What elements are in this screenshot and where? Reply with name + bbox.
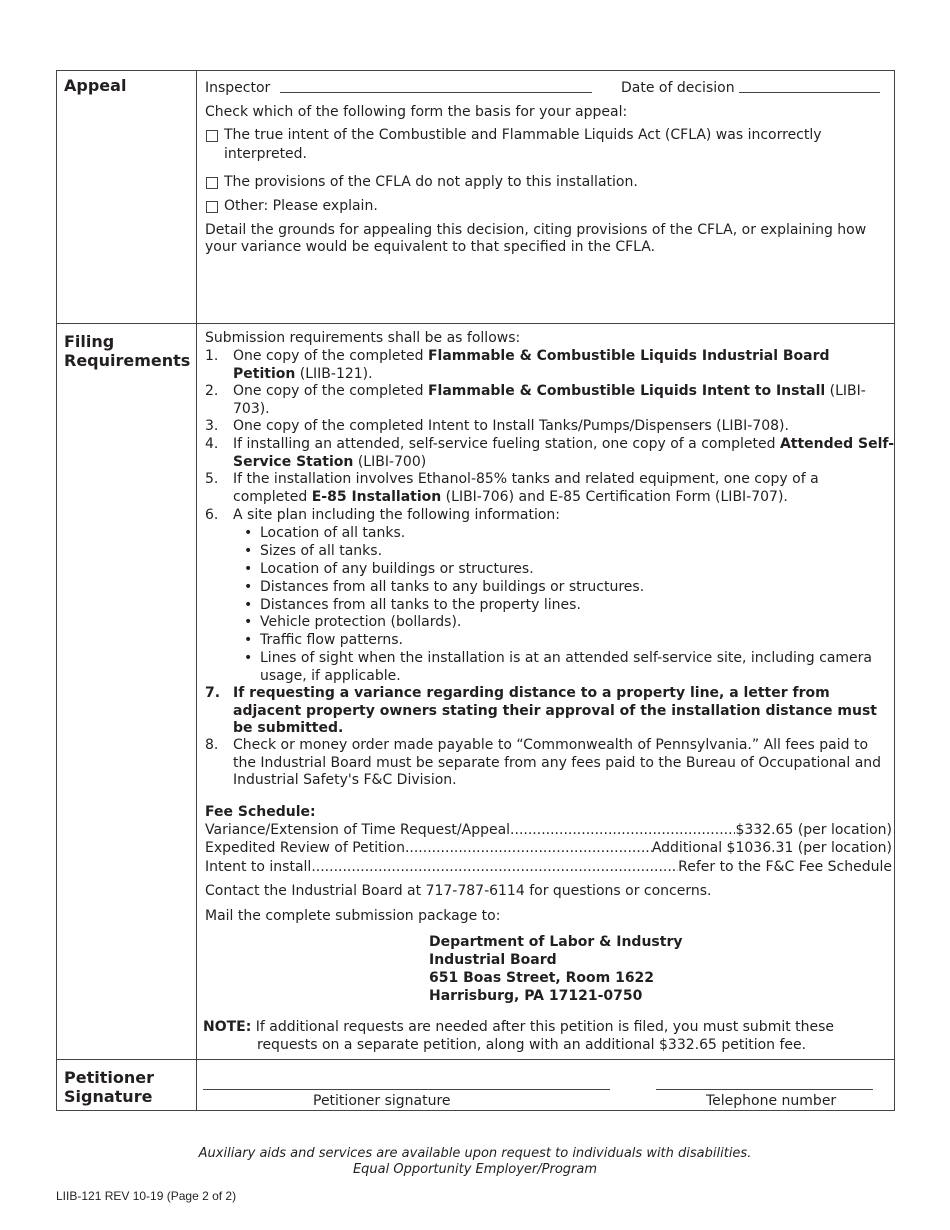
inspector-label: Inspector [205, 80, 271, 96]
mail-prompt: Mail the complete submission package to: [205, 908, 501, 924]
requirement-item-4: 4. If installing an attended, self-service fueling station, one copy of a completed Attended Self-Service Station (LIBI-700) [205, 436, 895, 470]
note: NOTE: If additional requests are needed after this petition is filed, you must submit these [203, 1019, 835, 1035]
inspector-field[interactable] [280, 92, 592, 93]
telephone-number-field[interactable] [656, 1089, 873, 1090]
signature-section-label: Petitioner [64, 1068, 154, 1087]
petitioner-signature-caption: Petitioner signature [313, 1093, 451, 1109]
row-divider [57, 323, 894, 324]
mailing-address-line: 651 Boas Street, Room 1622 [429, 970, 655, 986]
requirement-item-5: 5. If the installation involves Ethanol-85% tanks and related equipment, one copy of a completed E-85 Installation (LIBI-706) and E-85 Certification Form (LIBI-707). [205, 471, 819, 505]
cfla-misinterpreted-checkbox[interactable] [206, 130, 218, 142]
mailing-address-line: Harrisburg, PA 17121-0750 [429, 988, 643, 1004]
appeal-section-label: Appeal [64, 76, 127, 95]
fee-row: Variance/Extension of Time Request/Appeal ..... $332.65 (per location) [205, 821, 892, 839]
site-plan-bullet: • Lines of sight when the installation is at an attended self-service site, including camera usage, if applicable. [244, 650, 872, 684]
signature-section-label-2: Signature [64, 1087, 153, 1106]
mailing-address-line: Department of Labor & Industry [429, 934, 683, 950]
filing-section-label-2: Requirements [64, 351, 191, 370]
petitioner-signature-field[interactable] [203, 1089, 610, 1090]
filing-section-label: Filing [64, 332, 115, 351]
appeal-detail-instructions-cont: your variance would be equivalent to that specified in the CFLA. [205, 239, 656, 255]
contact-info: Contact the Industrial Board at 717-787-6114 for questions or concerns. [205, 883, 712, 899]
submission-intro: Submission requirements shall be as follows: [205, 330, 521, 346]
petition-form-table [56, 70, 895, 1111]
dot-leader [510, 821, 735, 839]
requirement-item-2: 2. One copy of the completed Flammable & Combustible Liquids Intent to Install (LIBI-703). [205, 383, 866, 417]
fee-row: Intent to install ..... Refer to the F&C Fee Schedule [205, 858, 892, 876]
appeal-basis-prompt: Check which of the following form the basis for your appeal: [205, 104, 628, 120]
site-plan-bullet: • Location of any buildings or structures. [244, 561, 534, 577]
column-divider [196, 71, 197, 1110]
option-cfla-misinterpreted: The true intent of the Combustible and Flammable Liquids Act (CFLA) was incorrectly [224, 127, 822, 143]
date-of-decision-label: Date of decision [621, 80, 735, 96]
note-label: NOTE: [203, 1019, 252, 1035]
row-divider [57, 1059, 894, 1060]
accessibility-notice: Auxiliary aids and services are available upon request to individuals with disabilities. [198, 1146, 752, 1161]
site-plan-bullet: • Traffic flow patterns. [244, 632, 403, 648]
site-plan-bullet: • Location of all tanks. [244, 525, 406, 541]
option-other: Other: Please explain. [224, 198, 378, 214]
appeal-explanation-area[interactable] [205, 261, 885, 317]
requirement-item-7: 7. If requesting a variance regarding distance to a property line, a letter from adjacent property owners stating their approval of the installation distance must be submitted. [205, 685, 877, 737]
site-plan-bullet: • Sizes of all tanks. [244, 543, 383, 559]
form-id: LIIB-121 REV 10-19 (Page 2 of 2) [56, 1189, 237, 1203]
telephone-number-caption: Telephone number [706, 1093, 837, 1109]
equal-opportunity-notice: Equal Opportunity Employer/Program [352, 1162, 598, 1177]
mailing-address-line: Industrial Board [429, 952, 557, 968]
site-plan-bullet: • Distances from all tanks to any buildings or structures. [244, 579, 645, 595]
requirement-item-1: 1. One copy of the completed Flammable & Combustible Liquids Industrial Board Petition (LIIB-121). [205, 348, 830, 382]
date-of-decision-field[interactable] [739, 92, 880, 93]
cfla-not-applicable-checkbox[interactable] [206, 177, 218, 189]
appeal-detail-instructions: Detail the grounds for appealing this decision, citing provisions of the CFLA, or explaining how [205, 222, 867, 238]
dot-leader [311, 858, 678, 876]
requirement-item-3: 3. One copy of the completed Intent to Install Tanks/Pumps/Dispensers (LIBI-708). [205, 418, 789, 434]
option-cfla-misinterpreted-cont: interpreted. [224, 146, 308, 162]
other-reason-checkbox[interactable] [206, 201, 218, 213]
fee-row: Expedited Review of Petition ..... Additional $1036.31 (per location) [205, 839, 892, 857]
note-cont: requests on a separate petition, along with an additional $332.65 petition fee. [257, 1037, 807, 1053]
requirement-item-8: 8. Check or money order made payable to “Commonwealth of Pennsylvania.” All fees paid to the Industrial Board must be separate from any fees paid to the Bureau of Occupational and Industrial Safety's F&C Division. [205, 737, 882, 789]
option-cfla-not-applicable: The provisions of the CFLA do not apply to this installation. [224, 174, 638, 190]
site-plan-bullet: • Distances from all tanks to the property lines. [244, 597, 581, 613]
dot-leader [405, 839, 652, 857]
site-plan-bullet: • Vehicle protection (bollards). [244, 614, 462, 630]
requirement-item-6: 6. A site plan including the following information: [205, 507, 560, 523]
fee-schedule-title: Fee Schedule: [205, 804, 316, 820]
